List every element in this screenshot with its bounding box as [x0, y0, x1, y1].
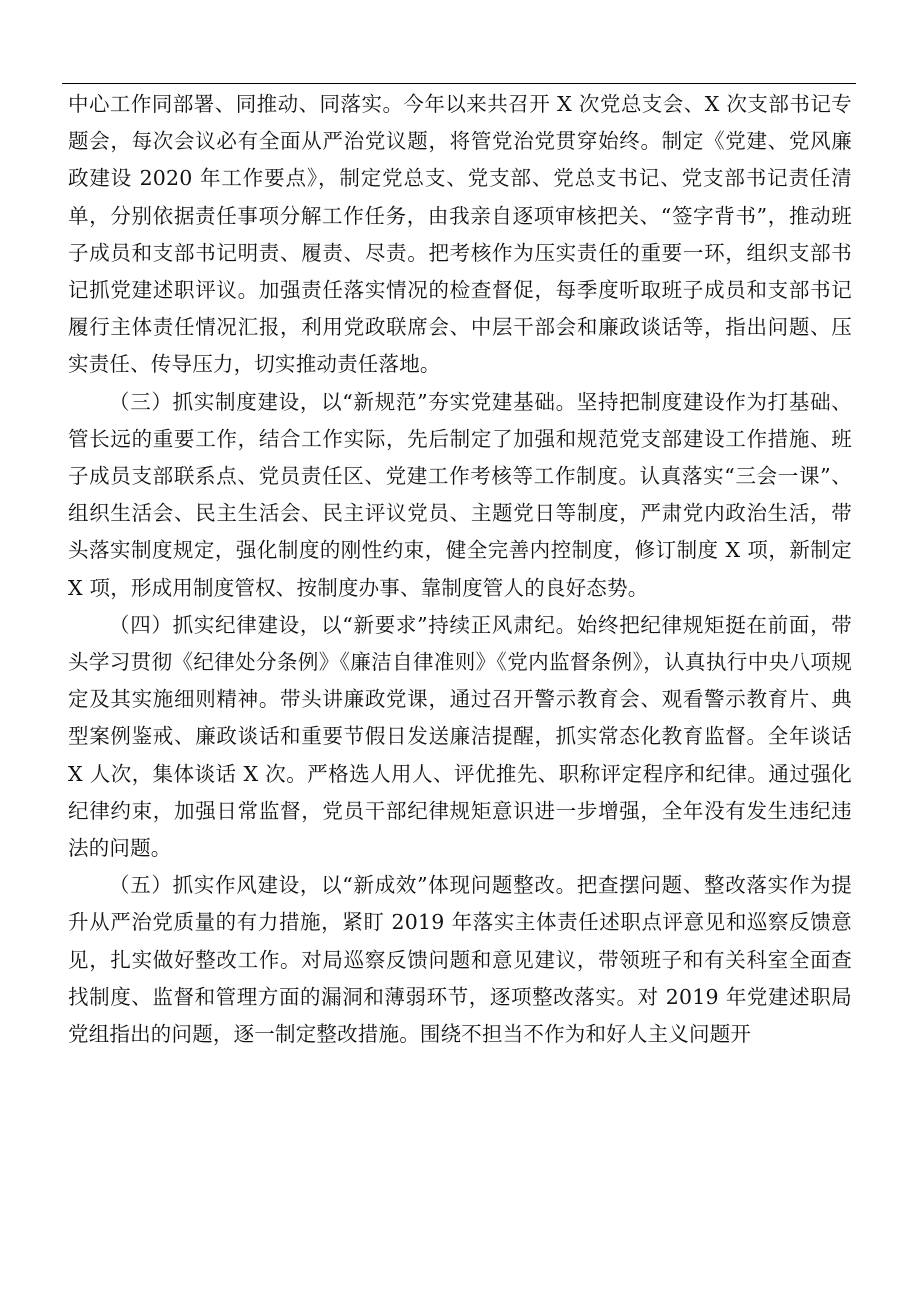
paragraph-discipline-building: （四）抓实纪律建设，以“新要求”持续正风肃纪。始终把纪律规矩挺在前面，带头学习贯彻《纪律处分条例》《廉洁自律准则》《党内监督条例》，认真执行中央八项规定及其实施细则精神。带头讲廉政党课，通过召开警示教育会、观看警示教育片、典型案例鉴戒、廉政谈话和重要节假日发送廉洁提醒，抓实常态化教育监督。全年谈话 X 人次，集体谈话 X 次。严格选人用人、评优推先、职称评定程序和纪律。通过强化纪律约束，加强日常监督，党员干部纪律规矩意识进一步增强，全年没有发生违纪违法的问题。 [68, 612, 852, 861]
paragraph-system-building: （三）抓实制度建设，以“新规范”夯实党建基础。坚持把制度建设作为打基础、管长远的重要工作，结合工作实际，先后制定了加强和规范党支部建设工作措施、班子成员支部联系点、党员责任区、党建工作考核等工作制度。认真落实“三会一课”、组织生活会、民主生活会、民主评议党员、主题党日等制度，严肃党内政治生活，带头落实制度规定，强化制度的刚性约束，健全完善内控制度，修订制度 X 项，新制定 X 项，形成用制度管权、按制度办事、靠制度管人的良好态势。 [68, 389, 852, 600]
document-body [68, 86, 852, 1053]
paragraph-style-building: （五）抓实作风建设，以“新成效”体现问题整改。把查摆问题、整改落实作为提升从严治党质量的有力措施，紧盯 2019 年落实主体责任述职点评意见和巡察反馈意见，扎实做好整改工作。对局巡察反馈问题和意见建议，带领班子和有关科室全面查找制度、监督和管理方面的漏洞和薄弱环节，逐项整改落实。对 2019 年党建述职局党组指出的问题，逐一制定整改措施。围绕不担当不作为和好人主义问题开 [68, 873, 852, 1047]
paragraph-responsibility: 中心工作同部署、同推动、同落实。今年以来共召开 X 次党总支会、X 次支部书记专题会，每次会议必有全面从严治党议题，将管党治党贯穿始终。制定《党建、党风廉政建设 2020 年工作要点》，制定党总支、党支部、党总支书记、党支部书记责任清单，分别依据责任事项分解工作任务，由我亲自逐项审核把关、“签字背书”，推动班子成员和支部书记明责、履责、尽责。把考核作为压实责任的重要一环，组织支部书记抓党建述职评议。加强责任落实情况的检查督促，每季度听取班子成员和支部书记履行主体责任情况汇报，利用党政联席会、中层干部会和廉政谈话等，指出问题、压实责任、传导压力，切实推动责任落地。 [68, 92, 852, 377]
header-rule [62, 83, 856, 84]
